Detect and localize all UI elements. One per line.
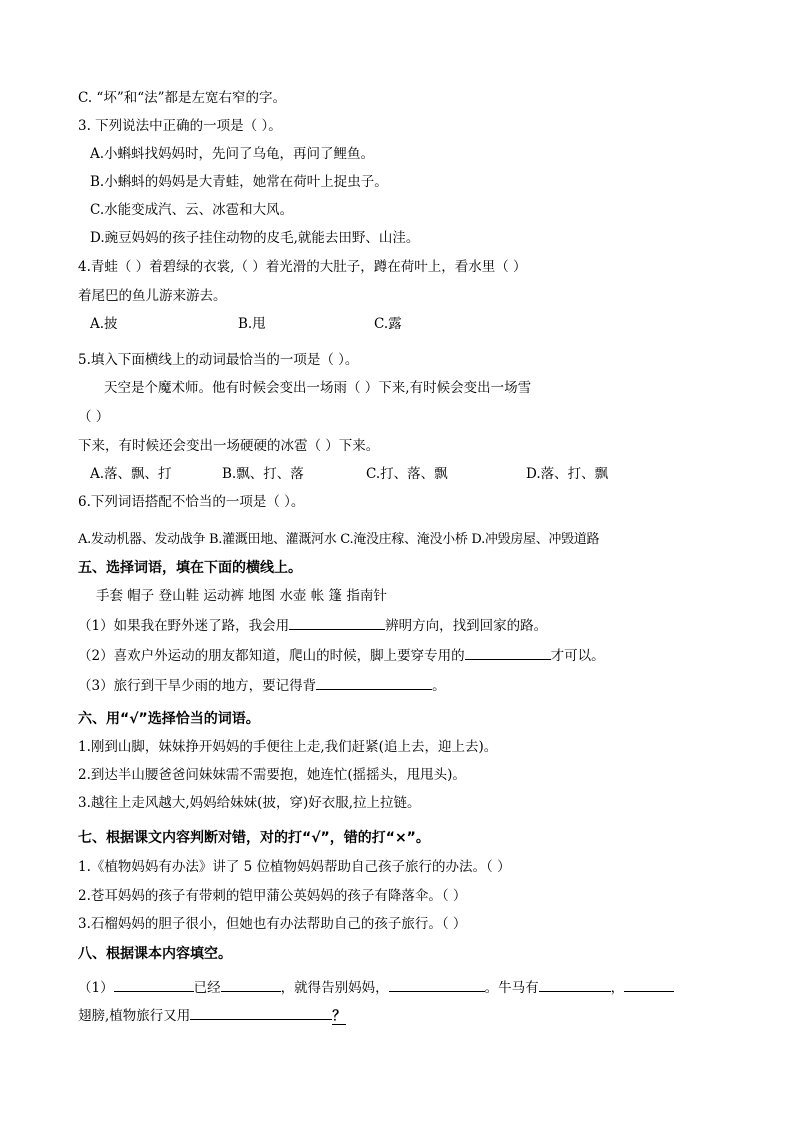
blank-5-1[interactable] [289,614,385,630]
section-5-heading: 五、选择词语，填在下面的横线上。 [78,560,302,576]
fill-5-3-prefix: （3）旅行到干旱少雨的地方，要记得背 [78,678,317,694]
fill-5-1 [78,614,547,636]
fill-5-2 [78,644,605,666]
q4-option-b: B.甩 [238,316,266,332]
blank-8-3[interactable] [389,976,485,992]
q3-option-a: A.小蝌蚪找妈妈时，先问了乌龟，再问了鲤鱼。 [90,146,375,162]
fill-8-2-prefix: 翅膀,植物旅行又用 [78,1008,191,1024]
option-c-line: C. “坏”和“法”都是左宽右窄的字。 [78,90,287,106]
fill-5-2-suffix: 才可以。 [550,648,605,664]
blank-8-5[interactable] [624,976,674,992]
fill-8-1 [78,976,674,998]
fill-5-3-suffix: 。 [432,678,446,694]
section-8-heading: 八、根据课本内容填空。 [78,946,232,962]
fill-8-1-text-3: 。牛马有 [484,980,539,996]
question-4: 4.青蛙（ ）着碧绿的衣裳,（ ）着光滑的大肚子，蹲在荷叶上，看水里（ ） [78,259,527,275]
fill-5-3 [78,674,446,696]
fill-5-1-prefix: （1）如果我在野外迷了路，我会用 [78,618,290,634]
fill-8-1-text-4: ， [610,980,625,996]
choice-6-2: 2.到达半山腰爸爸问妹妹需不需要抱，她连忙(摇摇头，甩甩头)。 [78,767,466,783]
question-5: 5.填入下面横线上的动词最恰当的一项是（ ）。 [78,352,359,368]
fill-8-1-text-1: 已经 [193,980,221,996]
blank-5-2[interactable] [465,644,551,660]
blank-8-6[interactable] [190,1004,332,1020]
judge-7-1: 1.《植物妈妈有办法》讲了 5 位植物妈妈帮助自己孩子旅行的办法。（ ） [78,859,511,875]
q5-option-c: C.打、落、飘 [366,466,448,482]
q5-passage-line-3: 下来，有时候还会变出一场硬硬的冰雹（ ）下来。 [78,438,380,454]
word-bank: 手套 帽子 登山鞋 运动裤 地图 水壶 帐 篷 指南针 [96,588,387,604]
fill-8-2 [78,1004,346,1026]
q5-passage-line-2: （ ） [78,409,110,425]
blank-8-2[interactable] [221,976,281,992]
q5-passage-line-1: 天空是个魔术师。他有时候会变出一场雨（ ）下来,有时候会变出一场雪 [104,380,532,396]
blank-8-1[interactable] [114,976,194,992]
judge-7-3: 3.石榴妈妈的胆子很小，但她也有办法帮助自己的孩子旅行。（ ） [78,916,467,932]
question-4-continued: 着尾巴的鱼儿游来游去。 [78,288,227,304]
section-7-heading: 七、根据课文内容判断对错，对的打“√”，错的打“×”。 [78,830,430,846]
q3-option-c: C.水能变成汽、云、冰雹和大风。 [90,202,294,218]
blank-8-4[interactable] [539,976,611,992]
question-6: 6.下列词语搭配不恰当的一项是（ ）。 [78,494,305,510]
fill-8-1-text-2: ，就得告别妈妈， [280,980,389,996]
fill-8-2-suffix: ？ [332,1008,346,1024]
choice-6-3: 3.越往上走风越大,妈妈给妹妹(披，穿)好衣服,拉上拉链。 [78,795,421,811]
q5-option-d: D.落、打、飘 [526,466,609,482]
question-3: 3. 下列说法中正确的一项是（ ）。 [78,118,282,134]
choice-6-1: 1.刚到山脚，妹妹挣开妈妈的手便往上走,我们赶紧(追上去，迎上去)。 [78,739,498,755]
q5-option-a: A.落、飘、打 [90,466,172,482]
fill-5-2-prefix: （2）喜欢户外运动的朋友都知道，爬山的时候，脚上要穿专用的 [78,648,465,664]
judge-7-2: 2.苍耳妈妈的孩子有带刺的铠甲蒲公英妈妈的孩子有降落伞。（ ） [78,888,467,904]
section-6-heading: 六、用“√”选择恰当的词语。 [78,711,260,727]
q6-options: A.发动机器、发动战争 B.灌溉田地、灌溉河水 C.淹没庄稼、淹没小桥 D.冲毁房屋、冲毁道路 [78,532,600,547]
fill-8-1-prefix: （1） [78,980,114,996]
q4-option-c: C.露 [374,316,402,332]
fill-5-1-suffix: 辨明方向，找到回家的路。 [385,618,548,634]
q5-option-b: B.飘、打、落 [222,466,304,482]
blank-5-3[interactable] [316,674,432,690]
q3-option-d: D.豌豆妈妈的孩子挂住动物的皮毛,就能去田野、山洼。 [90,230,420,246]
q4-option-a: A.披 [90,316,118,332]
q3-option-b: B.小蝌蚪的妈妈是大青蛙，她常在荷叶上捉虫子。 [90,174,388,190]
